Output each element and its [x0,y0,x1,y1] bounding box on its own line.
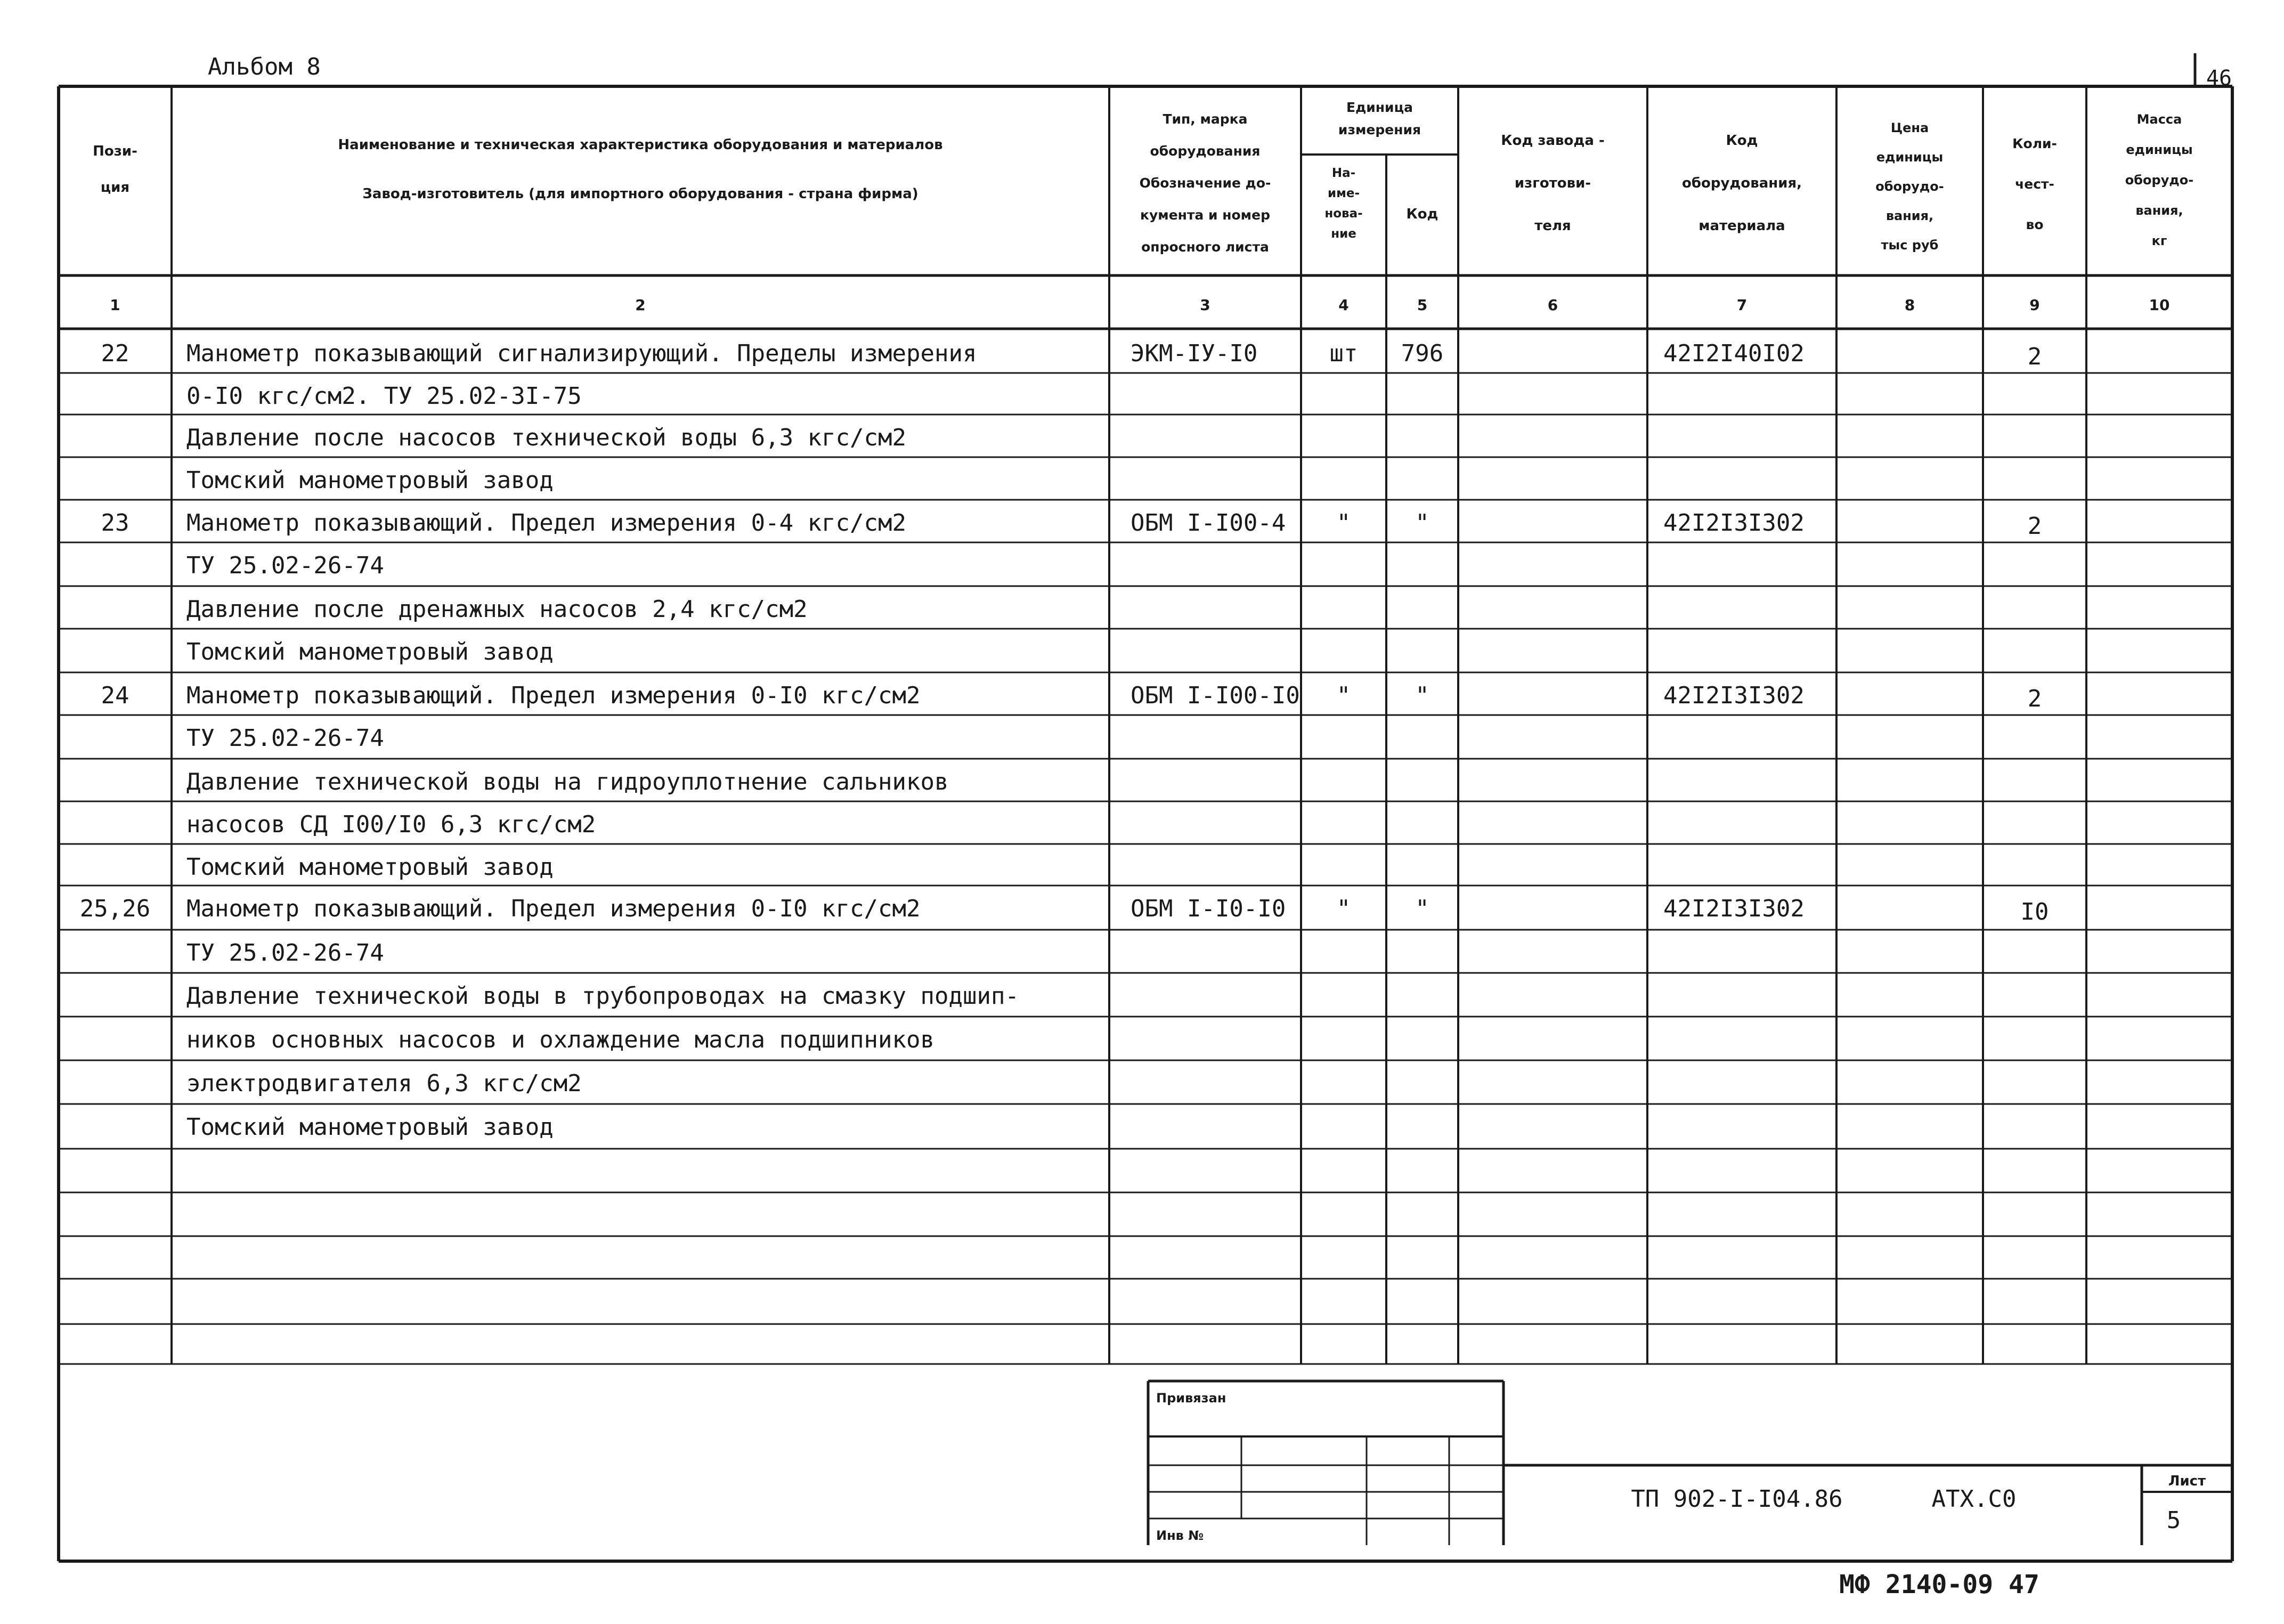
column-number-10: 10 [2149,296,2170,314]
header-factory-code-label: изготови- [1514,175,1591,191]
album-label: Альбом 8 [208,53,321,80]
header-type-label: кумента и номер [1140,207,1270,223]
header-position-label: ция [100,180,130,196]
header-type-label: опросного листа [1141,239,1269,255]
table-row-unit: " [1336,509,1351,537]
header-mass-label: Масса [2136,112,2182,127]
table-row-quantity: 2 [2027,343,2042,370]
header-factory-code-label: Код завода - [1501,133,1605,149]
header-mass-label: оборудо- [2125,173,2194,188]
header-unit-code-label: Код [1406,206,1438,222]
column-number-3: 3 [1200,296,1210,314]
table-row-unit: шт [1329,340,1358,367]
column-number-6: 6 [1547,296,1558,314]
header-unit-name-label: На- [1331,166,1356,180]
stamp-privyazan-label: Привязан [1156,1391,1226,1406]
header-type-label: Тип, марка [1163,111,1248,127]
header-equipment-code-label: оборудования, [1681,175,1802,191]
table-row-unit-code: 796 [1401,340,1444,367]
header-unit-name-label: нова- [1324,207,1363,221]
bottom-handwritten-note: МФ 2140-09 47 [1839,1570,2039,1599]
table-row-name: Давление после насосов технической воды 6,3 кгс/см2 [186,424,907,451]
header-unit-name-label: ние [1331,227,1356,241]
stamp-document-code: ТП 902-I-I04.86 [1631,1485,1843,1513]
header-equipment-code-label: Код [1726,133,1758,149]
table-row-name: электродвигателя 6,3 кгс/см2 [186,1070,582,1097]
table-row-equipment-code: 42I2I40I02 [1663,340,1805,367]
stamp-sheet-number: 5 [2166,1507,2181,1534]
header-unit-group-label: Единица [1346,100,1413,115]
table-row-unit: " [1336,895,1351,922]
table-row-name: Томский манометровый завод [186,467,554,494]
table-row-name: Томский манометровый завод [186,854,554,881]
table-row-equipment-code: 42I2I3I302 [1663,682,1805,709]
header-price-label: тыс руб [1881,238,1939,253]
header-price-label: Цена [1890,120,1929,135]
header-quantity-label: во [2026,217,2044,232]
table-row-name: ТУ 25.02-26-74 [186,939,384,967]
page-number: 46 [2206,66,2232,91]
table-row-name: Давление технической воды в трубопроводах на смазку подшип- [186,982,1019,1010]
header-name-label: Наименование и техническая характеристика оборудования и материалов [338,137,943,153]
table-row-name: Томский манометровый завод [186,1114,554,1141]
column-number-2: 2 [635,296,646,314]
table-row-name: ников основных насосов и охлаждение масла подшипников [186,1026,934,1053]
column-number-9: 9 [2029,296,2040,314]
table-row-position: 22 [101,340,129,367]
column-number-8: 8 [1904,296,1915,314]
table-row-name: Томский манометровый завод [186,638,554,665]
header-manufacturer-label: Завод-изготовитель (для импортного оборудования - страна фирма) [362,186,919,202]
table-row-name: Манометр показывающий. Предел измерения 0-4 кгс/см2 [186,509,907,537]
table-row-type: ОБМ I-I00-4 [1131,509,1286,537]
table-row-quantity: 2 [2027,513,2042,540]
table-row-type: ОБМ I-I00-I0 [1131,682,1300,709]
header-price-label: единицы [1876,150,1944,165]
header-mass-label: единицы [2126,142,2193,157]
table-row-equipment-code: 42I2I3I302 [1663,509,1805,537]
header-quantity-label: чест- [2015,176,2054,192]
header-factory-code-label: теля [1534,218,1571,234]
table-row-position: 24 [101,682,129,709]
stamp-document-mark: АТХ.С0 [1931,1485,2017,1513]
table-row-position: 25,26 [79,895,151,922]
table-row-quantity: I0 [2020,898,2049,925]
header-equipment-code-label: материала [1698,218,1785,234]
column-number-1: 1 [110,296,120,314]
table-row-name: 0-I0 кгс/см2. ТУ 25.02-3I-75 [186,383,582,410]
table-row-position: 23 [101,509,129,537]
column-number-4: 4 [1338,296,1349,314]
header-position-label: Пози- [93,143,137,159]
header-mass-label: вания, [2135,203,2183,218]
header-mass-label: кг [2151,233,2167,248]
table-row-name: Давление технической воды на гидроуплотнение сальников [186,768,949,795]
header-price-label: вания, [1885,208,1934,223]
table-row-unit: " [1336,682,1351,709]
stamp-inventory-label: Инв № [1156,1528,1204,1543]
table-row-name: Манометр показывающий. Предел измерения 0-I0 кгс/см2 [186,895,921,922]
stamp-sheet-label: Лист [2168,1473,2206,1489]
table-row-name: Манометр показывающий сигнализирующий. Пределы измерения [186,340,977,367]
header-unit-name-label: име- [1327,186,1360,200]
table-row-name: насосов СД I00/I0 6,3 кгс/см2 [186,811,596,838]
table-row-equipment-code: 42I2I3I302 [1663,895,1805,922]
header-type-label: Обозначение до- [1139,175,1271,191]
table-row-name: ТУ 25.02-26-74 [186,725,384,752]
header-unit-group-label: измерения [1338,122,1421,137]
table-row-name: Манометр показывающий. Предел измерения 0-I0 кгс/см2 [186,682,921,709]
column-number-5: 5 [1417,296,1428,314]
table-row-unit-code: " [1415,509,1429,537]
table-row-quantity: 2 [2027,685,2042,712]
header-type-label: оборудования [1150,143,1261,159]
table-row-type: ОБМ I-I0-I0 [1131,895,1286,922]
table-row-unit-code: " [1415,682,1429,709]
column-number-7: 7 [1736,296,1747,314]
table-row-unit-code: " [1415,895,1429,922]
table-row-name: Давление после дренажных насосов 2,4 кгс/см2 [186,596,808,623]
table-row-name: ТУ 25.02-26-74 [186,552,384,579]
header-quantity-label: Коли- [2012,136,2057,151]
header-price-label: оборудо- [1875,179,1944,194]
table-row-type: ЭКМ-IУ-I0 [1131,340,1258,367]
